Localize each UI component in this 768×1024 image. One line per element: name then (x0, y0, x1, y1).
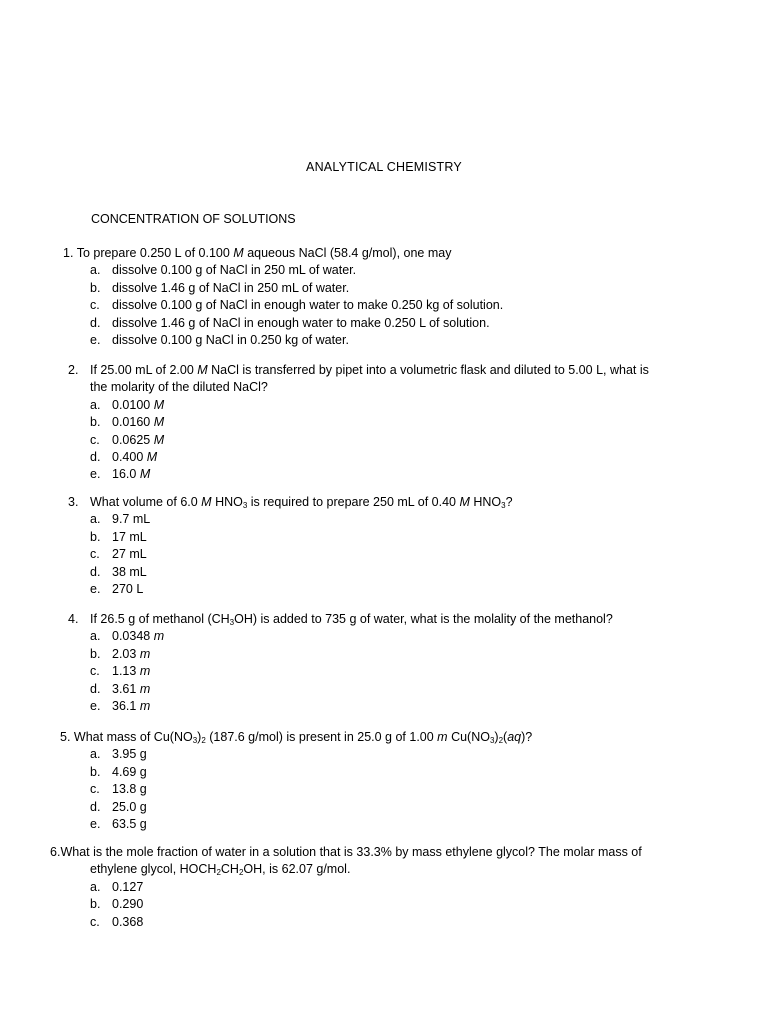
option-c (90, 663, 613, 680)
text-run: ) (494, 730, 499, 744)
unit-italic: M (197, 363, 208, 377)
text-run: What volume of 6.0 (90, 495, 202, 509)
question-number: 6. (50, 845, 61, 859)
text-run: OH) is added to 735 g of water, what is the molality of the methanol? (234, 612, 613, 626)
section-title: CONCENTRATION OF SOLUTIONS (91, 212, 296, 226)
option-text: 4.69 g (112, 764, 147, 779)
option-b (90, 896, 642, 913)
options-list (90, 397, 649, 484)
option-value: 0.0100 (112, 397, 151, 412)
option-e (90, 816, 532, 833)
text-run: is required to prepare 250 mL of 0.40 (247, 495, 460, 509)
question-1 (63, 245, 503, 349)
option-unit: m (139, 646, 151, 661)
text-run: ( (503, 730, 508, 744)
option-e (90, 332, 503, 349)
option-text: 0.290 (112, 897, 144, 912)
option-letter: c. (90, 664, 100, 679)
option-letter: c. (90, 432, 100, 447)
options-list (90, 746, 532, 833)
question-text (90, 362, 649, 379)
option-letter: b. (90, 764, 101, 779)
option-text: 270 L (112, 582, 144, 597)
question-number: 4. (68, 612, 79, 626)
subscript: 3 (192, 736, 198, 745)
option-a (90, 511, 513, 528)
option-e (90, 466, 649, 483)
option-text: 27 mL (112, 547, 147, 562)
option-text: 0.127 (112, 879, 144, 894)
option-e (90, 698, 613, 715)
question-3 (68, 494, 513, 598)
option-letter: a. (90, 879, 101, 894)
question-5-stem (60, 729, 532, 746)
unit-italic: M (459, 495, 470, 509)
subscript: 2 (216, 868, 221, 878)
option-value: 0.400 (112, 450, 144, 465)
option-letter: d. (90, 315, 101, 330)
subscript: 3 (242, 501, 248, 510)
option-text: 13.8 g (112, 782, 147, 797)
text-run: Cu(NO (447, 730, 490, 744)
options-list (90, 511, 513, 598)
option-letter: c. (90, 914, 100, 929)
option-text: dissolve 1.46 g of NaCl in 250 mL of water. (112, 280, 350, 295)
text-run: HNO (211, 495, 243, 509)
question-6-stem-line-2 (50, 861, 642, 878)
option-b (90, 529, 513, 546)
subscript: 3 (501, 501, 506, 510)
option-letter: e. (90, 699, 101, 714)
option-letter: b. (90, 897, 101, 912)
option-text: dissolve 0.100 g of NaCl in 250 mL of water. (112, 263, 357, 278)
option-unit: m (139, 664, 151, 679)
option-c (90, 546, 513, 563)
option-letter: a. (90, 629, 101, 644)
option-a (90, 397, 649, 414)
option-letter: a. (90, 397, 101, 412)
question-text: What is the mole fraction of water in a solution that is 33.3% by mass ethylene glycol? The molar mass of (60, 845, 642, 859)
document-title: ANALYTICAL CHEMISTRY (306, 160, 462, 174)
option-letter: b. (90, 646, 101, 661)
option-unit: M (153, 415, 165, 430)
option-letter: b. (90, 415, 101, 430)
option-value: 2.03 (112, 646, 137, 661)
option-c (90, 432, 649, 449)
option-text: dissolve 1.46 g of NaCl in enough water to make 0.250 L of solution. (112, 315, 490, 330)
question-text-line-2: the molarity of the diluted NaCl? (90, 380, 268, 395)
text-run: What mass of Cu(NO (73, 730, 193, 744)
option-text: 17 mL (112, 529, 147, 544)
option-letter: c. (90, 782, 100, 797)
option-d (90, 681, 613, 698)
text-run: ) (197, 730, 202, 744)
option-a (90, 262, 503, 279)
unit-italic: m (437, 730, 448, 744)
option-letter: d. (90, 681, 101, 696)
option-letter: b. (90, 529, 101, 544)
text-run: OH, is 62.07 g/mol. (243, 862, 351, 877)
option-a (90, 879, 642, 896)
question-2-stem (68, 362, 649, 397)
question-1-stem (63, 245, 503, 262)
option-text: 3.95 g (112, 747, 147, 762)
option-c (90, 781, 532, 798)
text-run: If 26.5 g of methanol (CH (90, 612, 230, 626)
text-run: HNO (469, 495, 502, 509)
option-value: 36.1 (112, 699, 137, 714)
option-unit: M (153, 432, 165, 447)
question-6-stem (50, 844, 642, 861)
option-letter: c. (90, 298, 100, 313)
text-run: If 25.00 mL of 2.00 (90, 363, 198, 377)
question-4 (68, 611, 613, 715)
options-list (90, 879, 642, 931)
option-b (90, 414, 649, 431)
option-a (90, 628, 613, 645)
option-value: 0.0348 (112, 629, 151, 644)
options-list (90, 628, 613, 715)
option-a (90, 746, 532, 763)
question-number: 2. (68, 363, 79, 377)
option-letter: a. (90, 263, 101, 278)
question-text (90, 611, 613, 628)
option-letter: e. (90, 467, 101, 482)
option-d (90, 315, 503, 332)
option-text: 25.0 g (112, 799, 147, 814)
option-text: 63.5 g (112, 817, 147, 832)
option-d (90, 799, 532, 816)
option-text: 9.7 mL (112, 512, 151, 527)
question-4-stem (68, 611, 613, 628)
option-unit: M (139, 467, 151, 482)
text-run: aqueous NaCl (58.4 g/mol), one may (243, 246, 452, 260)
option-value: 1.13 (112, 664, 137, 679)
subscript: 3 (489, 736, 495, 745)
option-value: 0.0625 (112, 432, 151, 447)
option-letter: a. (90, 747, 101, 762)
text-run: )? (521, 730, 533, 744)
subscript: 2 (498, 736, 504, 745)
option-value: 16.0 (112, 467, 137, 482)
option-letter: a. (90, 512, 101, 527)
question-number: 5. (60, 730, 71, 744)
option-letter: d. (90, 450, 101, 465)
option-letter: b. (90, 280, 101, 295)
option-letter: c. (90, 547, 100, 562)
option-unit: m (153, 629, 165, 644)
phase-italic: aq (507, 730, 522, 744)
option-b (90, 280, 503, 297)
subscript: 2 (238, 868, 244, 878)
options-list (90, 262, 503, 349)
option-text: dissolve 0.100 g of NaCl in enough water to make 0.250 kg of solution. (112, 298, 504, 313)
question-number: 3. (68, 495, 79, 509)
subscript: 3 (229, 618, 235, 627)
option-unit: M (153, 397, 165, 412)
option-letter: d. (90, 799, 101, 814)
option-e (90, 581, 513, 598)
option-value: 0.0160 (112, 415, 151, 430)
question-5 (60, 729, 532, 833)
question-text (74, 730, 532, 744)
option-letter: e. (90, 817, 101, 832)
option-c (90, 297, 503, 314)
question-text (90, 494, 513, 511)
text-run: (187.6 g/mol) is present in 25.0 g of 1.00 (205, 730, 438, 744)
question-number: 1. (63, 246, 74, 260)
option-b (90, 764, 532, 781)
option-text: dissolve 0.100 g NaCl in 0.250 kg of water. (112, 333, 349, 348)
unit-italic: M (233, 246, 244, 260)
subscript: 2 (201, 736, 206, 745)
text-run: To prepare 0.250 L of 0.100 (76, 246, 234, 260)
option-letter: e. (90, 333, 101, 348)
option-c (90, 914, 642, 931)
option-text: 0.368 (112, 914, 144, 929)
question-6 (50, 844, 642, 931)
option-d (90, 449, 649, 466)
question-text (77, 246, 452, 260)
unit-italic: M (201, 495, 212, 509)
question-2 (68, 362, 649, 484)
option-text: 38 mL (112, 564, 147, 579)
option-letter: e. (90, 582, 101, 597)
question-3-stem (68, 494, 513, 511)
text-run: NaCl is transferred by pipet into a volumetric flask and diluted to 5.00 L, what is (207, 363, 649, 377)
option-unit: M (146, 450, 158, 465)
option-letter: d. (90, 564, 101, 579)
option-unit: m (139, 681, 151, 696)
option-d (90, 564, 513, 581)
option-unit: m (139, 699, 151, 714)
text-run: ? (505, 495, 513, 509)
text-run: ethylene glycol, HOCH (90, 862, 217, 877)
option-b (90, 646, 613, 663)
option-value: 3.61 (112, 681, 137, 696)
text-run: CH (220, 862, 239, 877)
